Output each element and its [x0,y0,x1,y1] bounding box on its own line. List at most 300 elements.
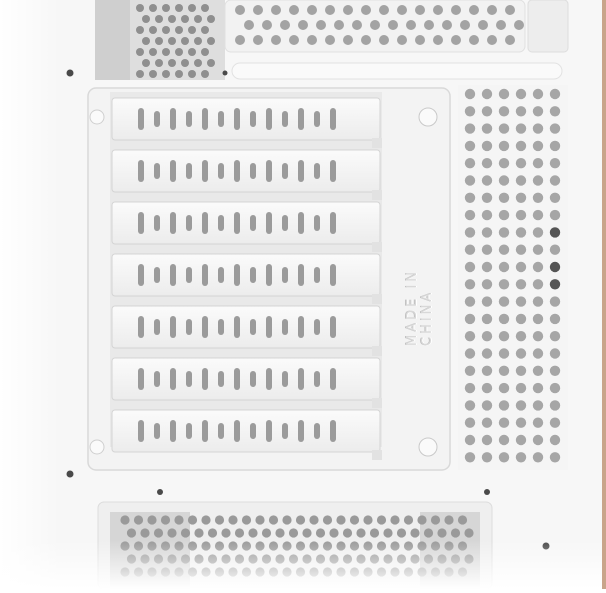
vent-hole [482,418,492,428]
vent-hole [499,452,509,462]
slot-cover [112,98,380,140]
vent-hole [516,296,526,306]
slot-vent [138,368,144,390]
vent-hole [194,528,203,537]
slot-vent [314,423,320,439]
slot-vent [330,160,336,182]
vent-hole [343,528,352,537]
vent-hole [465,418,475,428]
slot-vent [282,111,288,127]
vent-hole [149,4,157,12]
vent-hole [514,20,524,30]
vent-hole [262,20,272,30]
vent-hole [465,400,475,410]
vent-hole [516,123,526,133]
vent-hole [482,348,492,358]
vent-hole [415,35,425,45]
vent-hole [417,515,426,524]
slot-vent [298,368,304,390]
made-in-china-engraving: MADE IN CHINA [405,268,435,346]
slot-vent [234,316,240,338]
vent-hole [465,245,475,255]
vent-hole [149,48,157,56]
slot-vent [170,316,176,338]
vent-hole [465,348,475,358]
vent-hole [194,15,202,23]
slot-vent [250,163,256,179]
slot-vent [218,371,224,387]
vent-hole [482,435,492,445]
vent-hole [516,435,526,445]
top-vent-strip [225,0,568,79]
vent-hole [255,515,264,524]
vent-hole [424,20,434,30]
slot-vent [282,163,288,179]
vent-hole [149,26,157,34]
vent-hole [516,245,526,255]
vent-hole [550,452,560,462]
vent-hole [201,515,210,524]
vent-hole [533,245,543,255]
slot-vent [154,215,160,231]
slot-vent [234,420,240,442]
slot-vent [138,316,144,338]
vent-hole [262,528,271,537]
vent-hole [343,35,353,45]
vent-hole [465,210,475,220]
vent-hole [235,528,244,537]
vent-hole [465,279,475,289]
vent-hole [235,35,245,45]
vent-hole [550,193,560,203]
side-accent-stripe [602,0,606,589]
vent-hole [516,418,526,428]
slot-cover [112,254,380,296]
vent-hole [550,158,560,168]
slot-vent [330,420,336,442]
slot-vent [266,420,272,442]
vent-hole [289,5,299,15]
vent-hole [127,528,136,537]
vent-hole [253,35,263,45]
slot-vent [330,264,336,286]
slot-vent [266,264,272,286]
slot-vent [266,108,272,130]
slot-vent [202,316,208,338]
vent-hole [499,123,509,133]
slot-cover [112,202,380,244]
slot-vent [202,212,208,234]
vent-hole [181,528,190,537]
vent-hole [465,106,475,116]
vent-hole [325,35,335,45]
vent-hole [516,106,526,116]
slot-vent [234,368,240,390]
vent-hole [482,245,492,255]
vent-hole [465,296,475,306]
vent-hole [451,5,461,15]
vent-hole [499,383,509,393]
slot-vent [138,264,144,286]
slot-vent [202,264,208,286]
slot-tab [372,242,382,252]
vent-hole [482,89,492,99]
vent-hole [550,331,560,341]
vent-hole [397,528,406,537]
slot-vent [266,368,272,390]
vent-hole [550,89,560,99]
vent-hole [350,515,359,524]
vent-hole [499,296,509,306]
slot-vent [138,160,144,182]
vent-hole [397,35,407,45]
vent-hole [533,193,543,203]
vent-hole [550,279,560,289]
slot-vent [186,163,192,179]
slot-vent [234,212,240,234]
vent-hole [465,331,475,341]
vent-hole [406,20,416,30]
slot-vent [234,108,240,130]
slot-vent [250,111,256,127]
vent-hole [235,5,245,15]
slot-vent [170,108,176,130]
slot-vent [298,160,304,182]
vent-hole [499,210,509,220]
vent-hole [550,123,560,133]
vent-hole [162,70,170,78]
vent-hole [550,366,560,376]
vent-hole [533,262,543,272]
vent-hole [188,48,196,56]
vent-hole [390,515,399,524]
vent-hole [516,141,526,151]
vent-hole [175,48,183,56]
vent-hole [458,515,467,524]
slot-vent [298,264,304,286]
slot-vent [250,319,256,335]
vent-hole [136,4,144,12]
slot-vent [202,368,208,390]
vent-hole [181,37,189,45]
vent-hole [550,262,560,272]
vent-hole [464,528,473,537]
vent-hole [469,5,479,15]
vent-hole [201,4,209,12]
vent-hole [271,35,281,45]
vent-hole [499,193,509,203]
vent-hole [269,515,278,524]
vent-hole [175,26,183,34]
vent-hole [201,70,209,78]
vent-hole [149,70,157,78]
slot-tab [372,190,382,200]
vent-hole [465,227,475,237]
vent-hole [482,400,492,410]
vent-hole [487,5,497,15]
vent-hole [550,210,560,220]
vent-hole [275,528,284,537]
vent-hole [296,515,305,524]
vent-hole [533,348,543,358]
vent-hole [136,26,144,34]
vent-hole [155,37,163,45]
vent-hole [482,452,492,462]
vent-hole [334,20,344,30]
vent-hole [221,528,230,537]
vent-hole [120,515,129,524]
vent-hole [253,5,263,15]
slot-vent [282,267,288,283]
vent-hole [431,515,440,524]
slot-vent [314,267,320,283]
slot-vent [314,371,320,387]
slot-vent [218,423,224,439]
vent-hole [516,400,526,410]
top-left-bracket [95,0,225,80]
vent-hole [533,296,543,306]
vent-hole [307,5,317,15]
vent-hole [388,20,398,30]
slot-vent [154,319,160,335]
vent-hole [550,435,560,445]
vent-hole [516,366,526,376]
vent-hole [155,15,163,23]
vent-hole [516,227,526,237]
slot-vent [170,264,176,286]
vent-hole [465,123,475,133]
vent-hole [309,515,318,524]
slot-tab [372,450,382,460]
slot-vent [234,160,240,182]
vent-hole [550,227,560,237]
vent-hole [550,245,560,255]
vent-hole [161,515,170,524]
vent-hole [516,158,526,168]
vent-hole [533,123,543,133]
vent-hole [316,20,326,30]
vent-hole [282,515,291,524]
slot-vent [202,108,208,130]
slot-vent [298,212,304,234]
vent-hole [499,314,509,324]
vent-hole [162,4,170,12]
vent-hole [201,48,209,56]
vent-hole [397,5,407,15]
slot-tab [372,398,382,408]
slot-vent [250,423,256,439]
slot-cover [112,358,380,400]
vent-hole [533,435,543,445]
vent-hole [194,37,202,45]
vent-hole [516,89,526,99]
vent-hole [168,15,176,23]
vent-hole [207,37,215,45]
vent-hole [188,4,196,12]
slot-vent [186,371,192,387]
slot-vent [218,163,224,179]
vent-hole [550,314,560,324]
slot-vent [250,371,256,387]
vent-hole [533,314,543,324]
slot-cover [112,410,380,452]
vent-hole [482,296,492,306]
vent-hole [207,15,215,23]
vent-hole [188,26,196,34]
slot-tab [372,346,382,356]
slot-cover [112,150,380,192]
vent-hole [343,5,353,15]
vent-hole [550,141,560,151]
slot-vent [330,316,336,338]
vent-hole [307,35,317,45]
vent-hole [533,175,543,185]
vent-hole [154,528,163,537]
slot-vent [186,215,192,231]
slot-vent [266,316,272,338]
vent-hole [516,383,526,393]
slot-vent [314,111,320,127]
vent-hole [363,515,372,524]
slot-tab [372,294,382,304]
vent-hole [404,515,413,524]
vent-hole [168,59,176,67]
vent-hole [460,20,470,30]
slot-vent [186,319,192,335]
vent-hole [147,515,156,524]
vent-hole [325,5,335,15]
vent-hole [482,193,492,203]
vent-hole [465,193,475,203]
vent-hole [516,193,526,203]
slot-vent [218,111,224,127]
slot-vent [186,267,192,283]
vent-hole [188,515,197,524]
vent-hole [415,5,425,15]
vent-hole [370,528,379,537]
vent-hole [516,262,526,272]
vent-hole [208,528,217,537]
vent-hole [244,20,254,30]
slot-vent [266,160,272,182]
vent-hole [280,20,290,30]
vent-hole [194,59,202,67]
slot-vent [154,267,160,283]
vent-hole [469,35,479,45]
vent-hole [242,515,251,524]
vent-hole [465,366,475,376]
vent-hole [550,106,560,116]
vent-hole [533,418,543,428]
vent-hole [499,418,509,428]
slot-vent [234,264,240,286]
vent-hole [383,528,392,537]
vent-hole [482,175,492,185]
slot-vent [186,423,192,439]
vent-hole [516,348,526,358]
vent-hole [442,20,452,30]
vent-hole [516,452,526,462]
vent-hole [482,123,492,133]
vent-hole [352,20,362,30]
vent-hole [499,245,509,255]
slot-vent [330,368,336,390]
vent-hole [499,279,509,289]
vent-hole [482,383,492,393]
slot-vent [170,212,176,234]
vent-hole [482,331,492,341]
vent-hole [533,400,543,410]
vent-hole [168,37,176,45]
vent-hole [533,227,543,237]
slot-vent [282,371,288,387]
vent-hole [533,279,543,289]
vent-hole [174,515,183,524]
vent-hole [499,435,509,445]
vent-hole [336,515,345,524]
vent-hole [499,348,509,358]
vent-hole [302,528,311,537]
vent-hole [533,383,543,393]
vent-hole [379,5,389,15]
vent-hole [482,106,492,116]
vent-hole [478,20,488,30]
slot-vent [282,319,288,335]
vent-hole [505,5,515,15]
right-vent-grid [458,85,568,470]
vent-hole [516,279,526,289]
vent-hole [533,366,543,376]
slot-vent [154,371,160,387]
slot-tab [372,138,382,148]
vent-hole [142,15,150,23]
slot-vent [154,163,160,179]
vent-hole [181,15,189,23]
slot-vent [314,215,320,231]
vent-hole [533,106,543,116]
vent-hole [175,4,183,12]
slot-vent [154,111,160,127]
vent-hole [550,418,560,428]
vent-hole [228,515,237,524]
vent-hole [136,48,144,56]
vent-hole [162,26,170,34]
slot-vent [330,108,336,130]
vent-hole [424,528,433,537]
vent-hole [188,70,196,78]
slot-vent [330,212,336,234]
slot-vent [138,420,144,442]
vent-hole [167,528,176,537]
slot-vent [314,163,320,179]
vent-hole [465,452,475,462]
vent-hole [499,89,509,99]
slot-vent [154,423,160,439]
vent-hole [550,383,560,393]
slot-vent [314,319,320,335]
vent-hole [499,175,509,185]
slot-vent [250,215,256,231]
slot-vent [282,215,288,231]
vent-hole [155,59,163,67]
vent-hole [499,331,509,341]
vent-hole [356,528,365,537]
vent-hole [451,528,460,537]
vent-hole [499,262,509,272]
vent-hole [248,528,257,537]
vent-hole [465,89,475,99]
vent-hole [533,331,543,341]
